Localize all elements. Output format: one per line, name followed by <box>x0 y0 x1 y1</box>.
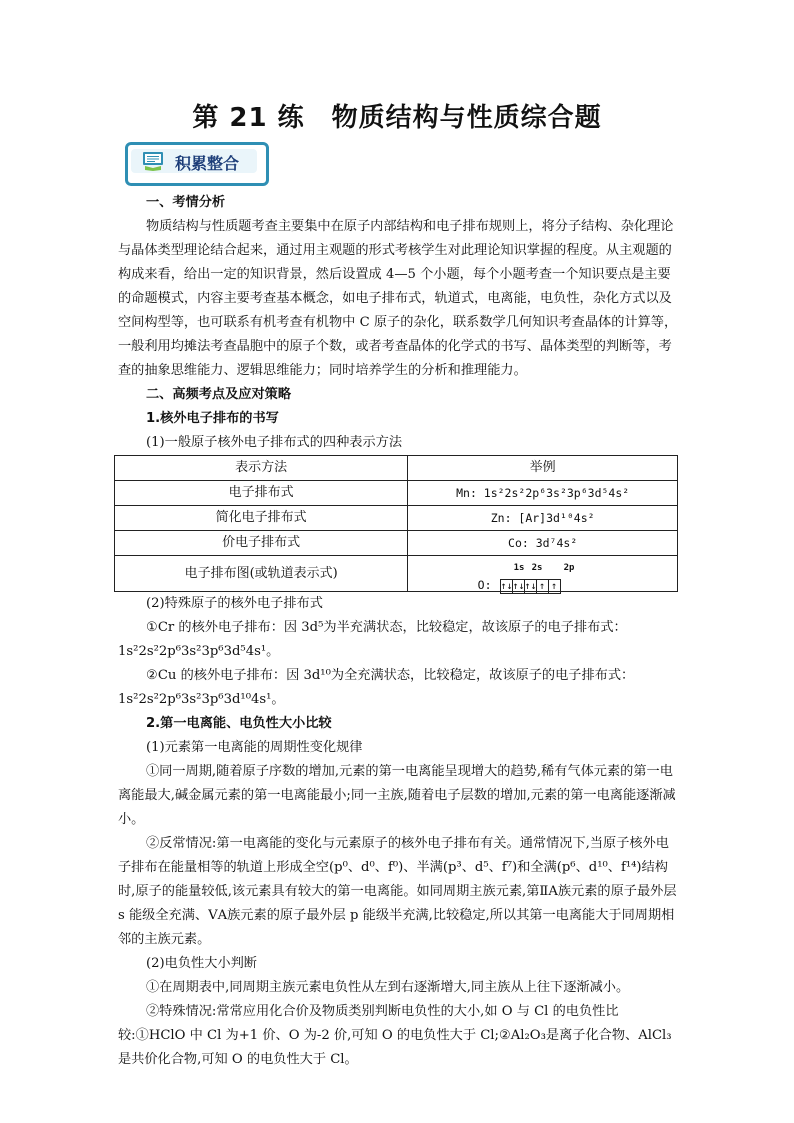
orbital-box: ↑ <box>536 579 549 594</box>
table-cell-example <box>408 556 678 592</box>
orbital-label: 2s <box>531 562 543 573</box>
page-title: 第 21 练 物质结构与性质综合题 <box>192 103 602 133</box>
sub-heading: (2)电负性大小判断 <box>146 956 257 971</box>
table-cell-method: 价电子排布式 <box>115 531 408 556</box>
table-cell-example: Mn: 1s²2s²2p⁶3s²3p⁶3d⁵4s² <box>408 481 678 506</box>
section-badge <box>125 142 267 186</box>
table-header: 举例 <box>408 456 678 481</box>
orbital-box: ↑ <box>548 579 561 594</box>
paragraph: ①Cr 的核外电子排布：因 3d⁵为半充满状态，比较稳定，故该原子的电子排布式：1s²2s²2p⁶3s²3p⁶3d⁵4s¹。 <box>118 620 627 659</box>
table-cell-example: Co: 3d⁷4s² <box>408 531 678 556</box>
sub-heading: (2)特殊原子的核外电子排布式 <box>146 596 323 611</box>
orbital-box: ↑↓ <box>524 580 537 592</box>
table-row <box>115 531 678 556</box>
element-symbol: O: <box>477 577 492 592</box>
orbital-box: ↑↓ <box>512 580 525 592</box>
table-row <box>115 556 678 592</box>
paragraph: 物质结构与性质题考查主要集中在原子内部结构和电子排布规则上，将分子结构、杂化理论与晶体类型理论结合起来，通过用主观题的形式考核学生对此理论知识掌握的程度。从主观题的构成来看，给出一定的知识背景，然后设置成 4—5 个小题，每个小题考查一个知识要点是主要的命题模式，内容主要考查基本概念，如电子排布式，轨道式，电离能，电负性，杂化方式以及空间构型等，也可联系有机考查有机物中 C 原子的杂化，联系数学几何知识考查晶体的计算等，一般利用均摊法考查晶胞中的原子个数，或者考查晶体的化学式的书写、晶体类型的判断等，考查的抽象思维能力、逻辑思维能力；同时培养学生的分析和推理能力。 <box>118 219 678 378</box>
paragraph: ②Cu 的核外电子排布：因 3d¹⁰为全充满状态，比较稳定，故该原子的电子排布式：1s²2s²2p⁶3s²3p⁶3d¹⁰4s¹。 <box>118 668 635 707</box>
table-cell-example: Zn: [Ar]3d¹⁰4s² <box>408 506 678 531</box>
paragraph: ②反常情况:第一电离能的变化与元素原子的核外电子排布有关。通常情况下,当原子核外电子排布在能量相等的轨道上形成全空(p⁰、d⁰、f⁰)、半满(p³、d⁵、f⁷)和全满(p⁶、d¹⁰、f¹⁴)结构时,原子的能量较低,该元素具有较大的第一电离能。如同周期主族元素,第ⅡA族元素的原子最外层 s 能级全充满、ⅤA族元素的原子最外层 p 能级半充满,比较稳定,所以其第一电离能大于同周期相邻的主族元素。 <box>118 836 677 947</box>
table-row <box>115 481 678 506</box>
orbital-label: 1s <box>513 562 525 573</box>
book-monitor-icon <box>141 151 165 171</box>
orbital-label: 2p <box>563 562 575 573</box>
paragraph: ②特殊情况:常常应用化合价及物质类别判断电负性的大小,如 O 与 Cl 的电负性比较:①HClO 中 Cl 为+1 价、O 为-2 价,可知 O 的电负性大于 Cl;②Al₂O₃是离子化合物、AlCl₃是共价化合物,可知 O 的电负性大于 Cl。 <box>118 1004 672 1067</box>
main-content <box>118 191 678 1072</box>
table-cell-method: 简化电子排布式 <box>115 506 408 531</box>
subsection-heading: 1.核外电子排布的书写 <box>146 411 279 426</box>
paragraph: ①在周期表中,同周期主族元素电负性从左到右逐渐增大,同主族从上往下逐渐减小。 <box>146 980 630 995</box>
paragraph: ①同一周期,随着原子序数的增加,元素的第一电离能呈现增大的趋势,稀有气体元素的第一电离能最大,碱金属元素的第一电离能最小;同一主族,随着电子层数的增加,元素的第一电离能逐渐减小。 <box>118 764 676 827</box>
section-heading: 二、高频考点及应对策略 <box>146 387 292 402</box>
notation-table <box>114 455 678 592</box>
sub-heading: (1)一般原子核外电子排布式的四种表示方法 <box>146 435 403 450</box>
badge-label: 积累整合 <box>175 154 240 173</box>
orbital-box: ↑↓ <box>500 580 513 592</box>
table-row <box>115 506 678 531</box>
subsection-heading: 2.第一电离能、电负性大小比较 <box>146 716 332 731</box>
table-header: 表示方法 <box>115 456 408 481</box>
table-header-row <box>115 456 678 481</box>
table-cell-method: 电子排布图(或轨道表示式) <box>115 556 408 592</box>
section-heading: 一、考情分析 <box>146 195 226 210</box>
orbital-diagram <box>478 557 608 591</box>
table-cell-method: 电子排布式 <box>115 481 408 506</box>
sub-heading: (1)元素第一电离能的周期性变化规律 <box>146 740 363 755</box>
